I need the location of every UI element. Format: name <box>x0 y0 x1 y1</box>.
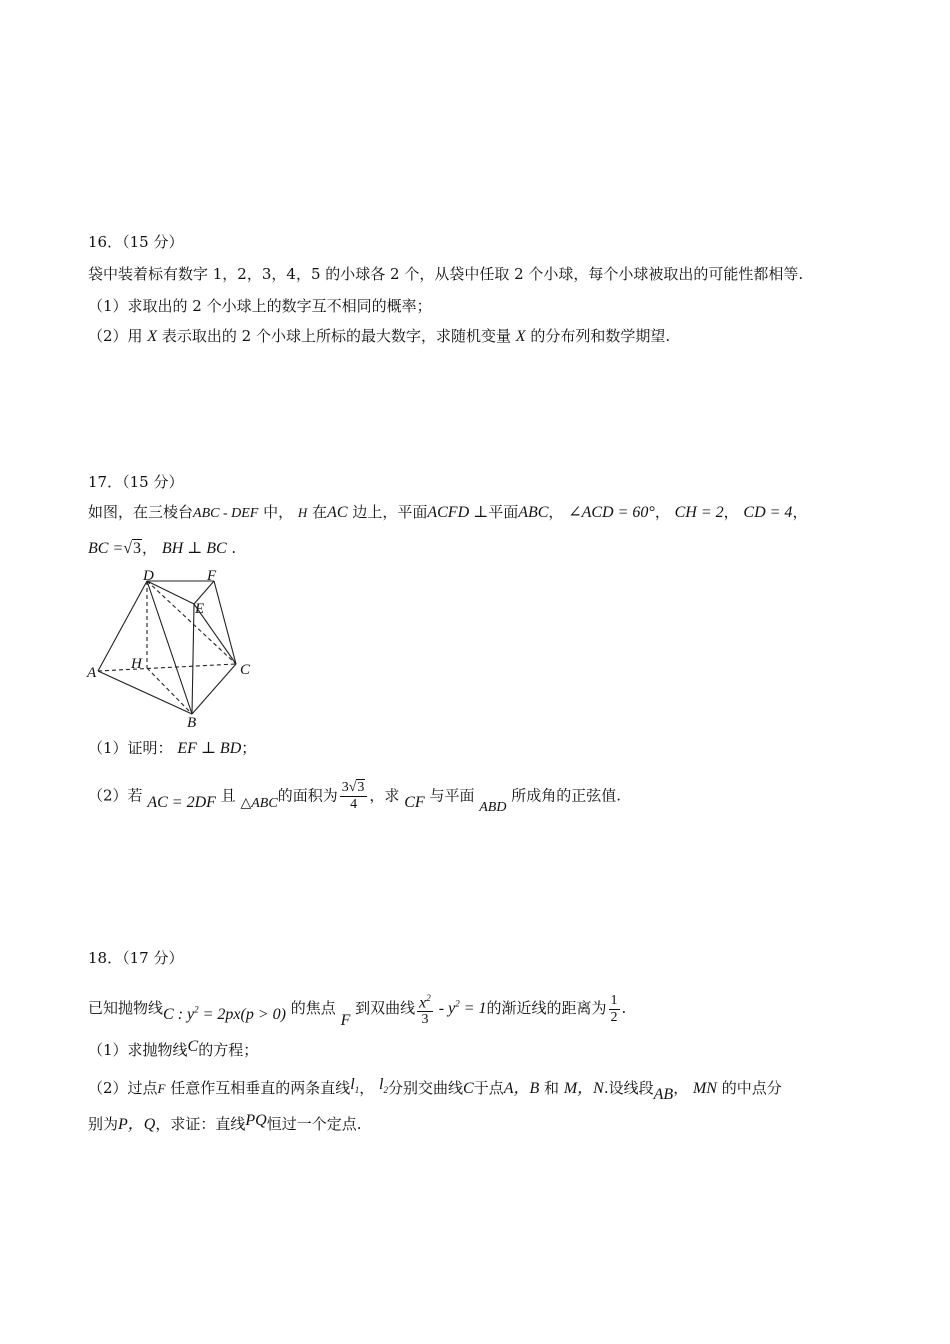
edge-AB <box>98 671 192 714</box>
hyp-rest-b: = 1 <box>459 1000 487 1018</box>
label-C: C <box>240 662 251 678</box>
q17-part1 <box>88 738 256 759</box>
q18-part2-F: F <box>157 1081 166 1096</box>
label-F: F <box>207 568 217 584</box>
q16-var-x: X <box>147 328 158 345</box>
label-D: D <box>143 568 154 584</box>
edge-AC <box>98 664 236 671</box>
q18-part2-C: C <box>463 1080 474 1097</box>
q16-part2 <box>88 326 670 347</box>
q18-part2-g: 的中点分 <box>721 1079 782 1097</box>
half-num: 1 <box>610 992 618 1008</box>
q18-stem <box>88 990 626 1028</box>
q17-frustum: ABC - DEF <box>193 506 259 521</box>
q18-hyperbola-fraction: $\frac{x^2}{3}$ <box>417 990 433 1028</box>
q17-BH: BH ⊥ BC <box>161 540 227 557</box>
q18-part2-d: 于点 <box>473 1079 504 1097</box>
q17-part1-a: （1）证明： <box>88 739 173 757</box>
q17-part2-d: ，求 <box>369 786 400 805</box>
q18-l1 <box>350 1076 360 1096</box>
q18-part2-c: 分别交曲线 <box>388 1079 464 1097</box>
hyp-rest-a: - y <box>434 1000 456 1018</box>
q18-part2-line1: （2）过点F 任意作互相垂直的两条直线$l_1$， $l_2$分别交曲线C于点A，B 和 M，N.设线段AB， MN 的中点分 <box>88 1076 782 1103</box>
frustum-figure <box>84 566 264 730</box>
q16-stem: 袋中装着标有数字 1，2，3，4，5 的小球各 2 个，从袋中任取 2 个小球，每个小球被取出的可能性都相等. <box>88 265 804 283</box>
q18-stem-c: 到双曲线 <box>355 999 416 1018</box>
q18-part2-b: 任意作互相垂直的两条直线 <box>170 1079 351 1097</box>
q17-stem-d: 边上，平面 <box>352 503 428 521</box>
q17-area-fraction: $\frac{3√3}{4}$ <box>340 780 368 813</box>
edge-DB <box>147 581 192 714</box>
q18-stem-b: 的焦点 <box>290 999 336 1018</box>
q16-part2-a: （2）用 <box>88 327 143 345</box>
hyp-den: 3 <box>421 1012 429 1028</box>
q18-AB: AB <box>653 1086 674 1103</box>
q17-part2-tri: △ABC <box>240 795 278 811</box>
q18-part1-C: C <box>187 1038 199 1055</box>
q16-header: 16．（15 分） <box>88 233 184 251</box>
q18-part1-b: 的方程； <box>198 1041 259 1059</box>
q18-line2-a: 别为 <box>88 1115 119 1133</box>
q17-CD: CD = 4 <box>743 504 793 521</box>
q17-part2 <box>88 780 621 813</box>
q17-stem-a: 如图，在三棱台 <box>88 503 194 521</box>
l1-sub: 1 <box>354 1085 360 1096</box>
q17-header: 17．（15 分） <box>88 473 184 491</box>
q18-pts3: P，Q <box>118 1116 156 1133</box>
q17-BC-label: BC = <box>88 540 124 557</box>
label-A: A <box>87 665 97 681</box>
q17-part2-f: 所成角的正弦值. <box>511 786 622 805</box>
q17-stem-b: 中， <box>263 503 294 521</box>
label-E: E <box>195 601 205 617</box>
q17-stem-line2: BC =√3， BH ⊥ BC . <box>88 539 237 557</box>
q18-comma: ， <box>359 1079 375 1097</box>
q17-H: H <box>297 505 308 520</box>
q16-var-x2: X <box>515 328 526 345</box>
edge-HB <box>147 668 192 714</box>
q17-part2-ABD: ABD <box>479 799 507 815</box>
q16-part2-c: 的分布列和数学期望. <box>530 327 671 345</box>
q18-stem-d: 的渐近线的距离为 <box>486 999 607 1018</box>
q18-part2-line2 <box>88 1114 361 1135</box>
q16-part1: （1）求取出的 2 个小球上的数字互不相同的概率； <box>88 297 432 315</box>
q18-part2-e: 和 <box>544 1079 560 1097</box>
q17-part1-expr: EF ⊥ BD <box>177 740 242 757</box>
q17-BC-val: 3 <box>133 540 142 557</box>
l2-letter: l <box>379 1076 384 1093</box>
q17-CH: CH = 2 <box>674 504 724 521</box>
frac-den: 4 <box>350 797 358 812</box>
q17-part2-b: 且 <box>220 786 236 805</box>
q18-parabola-b: = 2px(p > 0) <box>198 1006 286 1024</box>
label-B: B <box>187 715 197 730</box>
hyp-num: x <box>419 994 427 1012</box>
q17-stem-line1: 如图，在三棱台ABC - DEF 中， H 在AC 边上，平面ACFD ⊥平面ABC， ∠ACD = 60°， CH = 2， CD = 4， <box>88 503 808 521</box>
q17-part1-end: ； <box>241 739 257 757</box>
q18-part1-a: （1）求抛物线 <box>88 1041 188 1059</box>
q18-parabola: C : $y^2 = 2px(p > 0)$ <box>163 1004 286 1024</box>
frac-num-rad: 3 <box>357 780 365 795</box>
q18-line2-b: ，求证：直线 <box>155 1115 246 1133</box>
edge-BC <box>192 664 236 714</box>
q18-F: F <box>340 1012 351 1030</box>
q18-half-fraction <box>609 993 620 1026</box>
q18-part2-f: .设线段 <box>603 1079 654 1097</box>
q17-part2-e: 与平面 <box>429 786 475 805</box>
edge-FC <box>214 581 236 664</box>
l1-letter: l <box>350 1076 355 1093</box>
q18-MN: MN <box>692 1080 717 1097</box>
edge-DC <box>147 581 236 664</box>
q17-plane1: ACFD ⊥ <box>427 504 489 521</box>
frac-num-coef: 3 <box>341 780 349 795</box>
q17-ABC: ABC <box>518 504 549 521</box>
q18-parabola-a: C : y <box>163 1006 195 1024</box>
q18-stem-end: . <box>621 999 627 1018</box>
edge-EB <box>192 604 194 714</box>
q18-PQ: PQ <box>245 1112 267 1129</box>
q18-part2-a: （2）过点 <box>88 1079 158 1097</box>
q18-l2 <box>379 1076 388 1096</box>
q17-part2-CF: CF <box>404 793 425 811</box>
q18-pts2: M，N <box>563 1080 604 1097</box>
q17-part2-a: （2）若 <box>88 786 143 805</box>
l2-sub: 2 <box>383 1085 388 1096</box>
q17-part2-c: 的面积为 <box>277 786 338 805</box>
q16-part2-b: 表示取出的 2 个小球上所标的最大数字，求随机变量 <box>161 327 511 345</box>
q18-stem-a: 已知抛物线 <box>88 999 164 1018</box>
q17-stem-c: 在 <box>312 503 328 521</box>
q17-part2-expr1: AC = 2DF <box>147 793 216 811</box>
label-H: H <box>131 656 142 672</box>
q18-pts1: A，B <box>503 1080 540 1097</box>
q17-stem-e: 平面 <box>488 503 519 521</box>
half-den: 2 <box>610 1009 618 1025</box>
q17-AC: AC <box>327 504 348 521</box>
q18-hyp-rest: - $y^2 = 1$ <box>434 998 487 1018</box>
q18-header: 18．（17 分） <box>88 949 184 967</box>
q18-line2-c: 恒过一个定点. <box>266 1115 362 1133</box>
q18-part1 <box>88 1040 258 1061</box>
q17-angle: ∠ACD = 60° <box>568 504 655 521</box>
